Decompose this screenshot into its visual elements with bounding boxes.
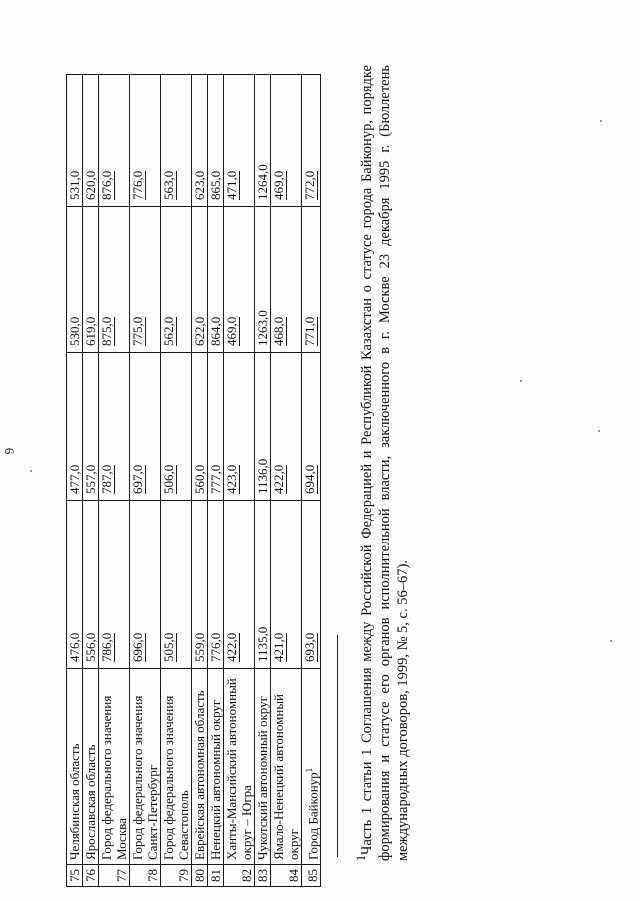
value-cell [302, 207, 321, 353]
value-text: 476,0 [67, 632, 82, 662]
value-cell [83, 501, 99, 669]
region-name [161, 669, 192, 865]
value-cell [99, 501, 130, 669]
table-row [83, 75, 99, 887]
value-cell [161, 207, 192, 353]
region-name [208, 669, 224, 865]
row-number: 82 [224, 865, 255, 887]
footnote [352, 65, 412, 861]
value-cell [255, 207, 271, 353]
row-number: 83 [255, 865, 271, 887]
region-name [99, 669, 130, 865]
region-name [302, 669, 321, 865]
value-text: 469,0 [271, 170, 286, 200]
value-text: 1135,0 [255, 626, 270, 662]
value-text: 505,0 [161, 632, 176, 662]
value-cell [130, 353, 161, 501]
value-text: 506,0 [161, 464, 176, 494]
row-number: 84 [271, 865, 302, 887]
row-number: 75 [67, 865, 83, 887]
value-cell [208, 207, 224, 353]
region-name-line: Ханты-Мансийский автономный [224, 678, 239, 860]
row-number: 80 [192, 865, 208, 887]
value-cell [161, 501, 192, 669]
value-text: 771,0 [302, 316, 317, 346]
value-text: 468,0 [271, 316, 286, 346]
region-name-text: Город Байконур [305, 772, 321, 860]
scan-speck [598, 430, 600, 432]
value-text: 864,0 [208, 316, 223, 346]
value-cell [208, 75, 224, 207]
value-text: 619,0 [83, 316, 98, 346]
scan-speck [600, 120, 602, 122]
table-row [271, 75, 302, 887]
region-name [130, 669, 161, 865]
value-text: 623,0 [192, 170, 207, 200]
scan-speck [610, 640, 612, 642]
table-row [302, 75, 321, 887]
value-text: 531,0 [67, 170, 82, 200]
footnote-text: Часть 1 статьи 1 Соглашения между Российской Федерацией и Республикой Казахстан о статусе города Байконур, порядке формирования и статусе его органов исполнительной власти, заключенного в г. Москве 23 декабря 1995 г. (Бюллетень международных договоров, 1999, № 5, с. 56–67). [358, 65, 411, 861]
value-cell [83, 207, 99, 353]
region-name-line: Ненецкий автономный округ [208, 699, 223, 860]
value-cell [224, 353, 255, 501]
value-text: 775,0 [130, 316, 145, 346]
value-cell [302, 75, 321, 207]
value-cell [99, 75, 130, 207]
value-cell [130, 501, 161, 669]
region-values-table [66, 74, 321, 887]
region-name-line: Ярославская область [83, 744, 98, 860]
value-cell [161, 75, 192, 207]
value-text: 556,0 [83, 632, 98, 662]
region-name-line: Чукотский автономный округ [255, 696, 270, 860]
value-text: 422,0 [271, 464, 286, 494]
scan-speck [30, 470, 32, 472]
value-cell [130, 75, 161, 207]
value-cell [67, 75, 83, 207]
value-cell [271, 353, 302, 501]
value-text: 696,0 [130, 632, 145, 662]
value-text: 1264,0 [255, 164, 270, 200]
value-cell [208, 501, 224, 669]
value-text: 786,0 [99, 632, 114, 662]
value-cell [67, 501, 83, 669]
footnote-reference: 1 [304, 767, 314, 773]
value-cell [224, 501, 255, 669]
region-name [192, 669, 208, 865]
value-text: 422,0 [224, 632, 239, 662]
value-cell [255, 353, 271, 501]
value-cell [192, 353, 208, 501]
value-cell [271, 75, 302, 207]
value-cell [302, 501, 321, 669]
table-row [224, 75, 255, 887]
value-text: 560,0 [192, 464, 207, 494]
value-text: 620,0 [83, 170, 98, 200]
value-cell [224, 207, 255, 353]
value-cell [255, 501, 271, 669]
row-number: 79 [161, 865, 192, 887]
region-name-line [302, 672, 320, 860]
value-cell [67, 353, 83, 501]
value-text: 471,0 [224, 170, 239, 200]
value-text: 622,0 [192, 316, 207, 346]
value-cell [130, 207, 161, 353]
footnote-marker: 1 [354, 854, 368, 861]
value-text: 777,0 [208, 464, 223, 494]
value-cell [192, 207, 208, 353]
region-name-line: Москва [114, 818, 129, 860]
value-text: 776,0 [130, 170, 145, 200]
value-text: 787,0 [99, 464, 114, 494]
row-number: 85 [302, 865, 321, 887]
region-name-line: Ямало-Ненецкий автономный округ [271, 693, 301, 860]
region-name-line: Санкт-Петербург [145, 764, 160, 860]
value-text: 421,0 [271, 632, 286, 662]
value-text: 563,0 [161, 170, 176, 200]
region-name-line: Город федерального значения [161, 695, 176, 860]
region-name-line: Еврейская автономная область [192, 690, 207, 860]
table-body [67, 75, 321, 887]
value-text: 875,0 [99, 316, 114, 346]
value-cell [271, 501, 302, 669]
table-row [161, 75, 192, 887]
region-name-line: Севастополь [176, 790, 191, 860]
row-number: 76 [83, 865, 99, 887]
region-name [83, 669, 99, 865]
value-cell [271, 207, 302, 353]
table-row [67, 75, 83, 887]
value-text: 1263,0 [255, 310, 270, 346]
value-cell [83, 75, 99, 207]
value-text: 772,0 [302, 170, 317, 200]
region-name-line: Челябинская область [67, 743, 82, 860]
table-row [99, 75, 130, 887]
value-text: 1136,0 [255, 458, 270, 494]
region-name [67, 669, 83, 865]
value-text: 876,0 [99, 170, 114, 200]
value-text: 557,0 [83, 464, 98, 494]
value-cell [192, 75, 208, 207]
row-number: 81 [208, 865, 224, 887]
value-cell [302, 353, 321, 501]
value-cell [99, 207, 130, 353]
value-cell [161, 353, 192, 501]
value-text: 423,0 [224, 464, 239, 494]
scan-speck [520, 380, 522, 382]
value-cell [99, 353, 130, 501]
value-text: 693,0 [302, 632, 317, 662]
value-text: 469,0 [224, 316, 239, 346]
value-cell [208, 353, 224, 501]
region-name-line: Город федерального значения [99, 695, 114, 860]
table-row [192, 75, 208, 887]
value-cell [224, 75, 255, 207]
value-text: 697,0 [130, 464, 145, 494]
value-text: 776,0 [208, 632, 223, 662]
value-text: 530,0 [67, 316, 82, 346]
region-name-line: округ – Югра [239, 785, 254, 860]
page-number: 6 [2, 447, 17, 455]
row-number: 78 [130, 865, 161, 887]
table-row [208, 75, 224, 887]
value-cell [83, 353, 99, 501]
footnote-separator [337, 635, 338, 857]
value-text: 562,0 [161, 316, 176, 346]
value-text: 865,0 [208, 170, 223, 200]
region-name [255, 669, 271, 865]
value-text: 477,0 [67, 464, 82, 494]
region-name [271, 669, 302, 865]
table-row [255, 75, 271, 887]
table-row [130, 75, 161, 887]
value-cell [192, 501, 208, 669]
value-cell [255, 75, 271, 207]
value-text: 694,0 [302, 464, 317, 494]
row-number: 77 [99, 865, 130, 887]
region-name [224, 669, 255, 865]
value-text: 559,0 [192, 632, 207, 662]
value-cell [67, 207, 83, 353]
region-name-line: Город федерального значения [130, 695, 145, 860]
